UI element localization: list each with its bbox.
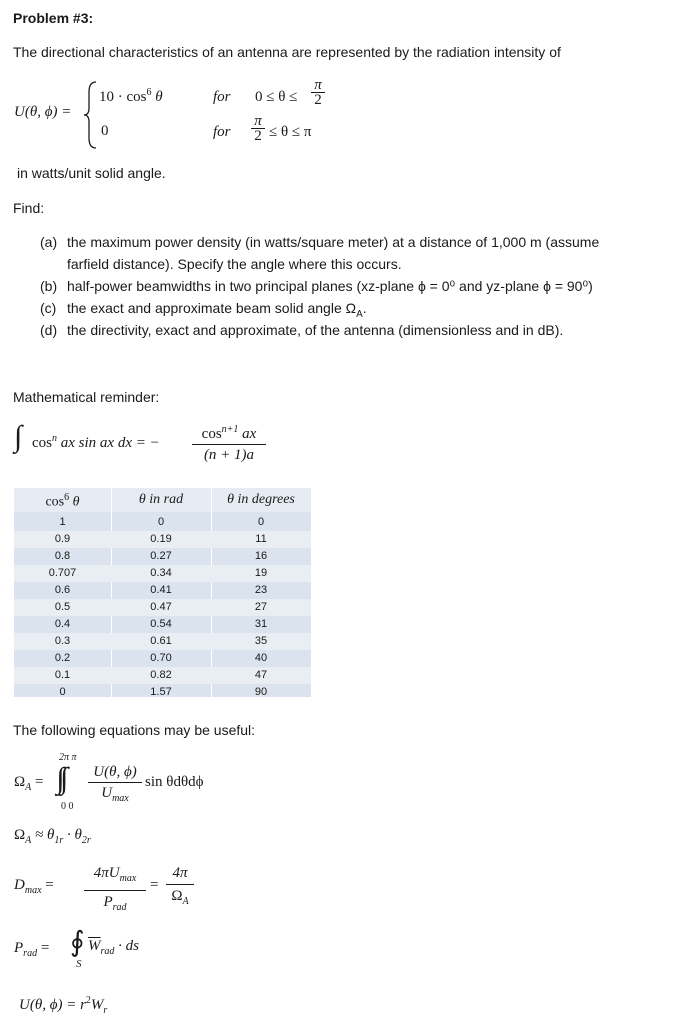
reminder-fraction (192, 420, 266, 465)
prad-w-sub: rad (100, 946, 115, 957)
integral-upper-limits: 2π π (59, 752, 77, 763)
header-theta: θ (72, 494, 80, 510)
reminder-num-cos: cos (201, 426, 222, 442)
dmax-frac2-den (166, 885, 194, 913)
prad-rhs (88, 938, 139, 957)
table-row (14, 514, 311, 531)
reminder-frac-den: (n + 1)a (203, 447, 255, 463)
reminder-label: Mathematical reminder: (13, 389, 160, 405)
units-note: in watts/unit solid angle. (17, 165, 166, 181)
prad-w: $\overline{W}$ (88, 938, 101, 954)
table-cell: 0 (257, 516, 265, 528)
table-row (14, 582, 311, 599)
case2-frac-den: 2 (254, 128, 262, 144)
item-c-body: the exact and approximate beam solid angle Ω (67, 300, 357, 316)
dmax-den-sub: rad (112, 902, 127, 913)
dmax-sub: max (24, 885, 42, 896)
table-cell: 1 (59, 516, 66, 528)
table-row (14, 531, 311, 548)
omega-lhs (14, 774, 43, 793)
dmax-num-sub: max (119, 873, 137, 884)
last-lhs: U(θ, ϕ) = r (19, 997, 86, 1013)
dmax-lhs (14, 877, 54, 896)
dmax-frac1-den (84, 891, 146, 919)
item-b-text: half-power beamwidths in two principal planes (xz-plane ϕ = 0⁰ and yz-plane ϕ = 90⁰) (67, 278, 593, 294)
table-header-deg: θ in degrees (227, 492, 295, 507)
omega-den-u: U (101, 785, 113, 801)
case1-expr-text: 10 · cos (99, 89, 147, 105)
reminder-cos: cos (32, 435, 52, 451)
item-a-line2: farfield distance). Specify the angle where this occurs. (67, 256, 402, 272)
cos6-lookup-table (14, 488, 311, 697)
table-cell: 1.57 (150, 686, 172, 698)
approx-omega-sub: A (25, 835, 32, 846)
problem-intro: The directional characteristics of an antenna are represented by the radiation intensity of (13, 44, 561, 60)
reminder-num-exp: n+1 (221, 424, 239, 435)
contour-integral-sign: ∮ (70, 927, 85, 958)
dmax-num-text: 4πU (93, 865, 120, 881)
reminder-exp: n (52, 433, 57, 444)
table-cell: 0.54 (150, 618, 172, 630)
table-cell: 23 (254, 584, 268, 596)
last-exp: 2 (85, 995, 91, 1006)
table-cell: 0.27 (150, 550, 172, 562)
case1-for: for (213, 89, 231, 105)
table-cell: 0 (59, 686, 66, 698)
table-header-cos6 (14, 492, 111, 511)
table-row (14, 633, 311, 650)
find-label: Find: (13, 200, 45, 216)
table-cell: 0 (157, 516, 165, 528)
approx-rhs: ≈ θ (35, 827, 55, 843)
item-b-label: (b) (40, 278, 58, 294)
left-brace (82, 80, 98, 150)
case1-frac-den: 2 (314, 92, 322, 108)
item-a-line1: the maximum power density (in watts/square meter) at a distance of 1,000 m (assume (67, 234, 600, 250)
integral-lower-limits: 0 0 (61, 801, 74, 812)
prad-p: P (14, 940, 24, 956)
item-c-tail: . (362, 300, 367, 316)
table-row (14, 667, 311, 684)
prad-surface: S (76, 958, 82, 970)
table-cell: 47 (254, 669, 268, 681)
reminder-frac-num (192, 420, 266, 445)
table-cell: 31 (254, 618, 268, 630)
item-c-text (67, 300, 367, 320)
case1-expr (99, 87, 163, 106)
table-row (14, 565, 311, 582)
omega-approx (14, 827, 91, 846)
table-cell: 40 (254, 652, 268, 664)
reminder-num-tail: ax (242, 426, 257, 442)
dmax-frac2-omega: Ω (171, 888, 183, 904)
dmax-frac2-sub: A (182, 896, 189, 907)
table-cell: 35 (254, 635, 268, 647)
table-row (14, 548, 311, 565)
table-cell: 0.82 (150, 669, 172, 681)
item-c-sub: A (356, 308, 363, 320)
omega-symbol: Ω (14, 774, 26, 790)
equation-lhs: U(θ, ϕ) = (14, 104, 72, 120)
case1-fraction (311, 78, 325, 107)
prad-tail: · ds (118, 938, 139, 954)
table-cell: 90 (254, 686, 268, 698)
prad-lhs (14, 940, 49, 959)
table-row (14, 650, 311, 667)
item-d-label: (d) (40, 322, 58, 338)
dmax-fraction-2 (166, 862, 194, 913)
omega-frac-num: U(θ, ϕ) (88, 762, 142, 783)
case2-for: for (213, 124, 231, 140)
approx-r1: 1r (54, 835, 64, 846)
table-cell: 0.3 (54, 635, 71, 647)
table-cell: 0.19 (150, 533, 172, 545)
table-cell: 0.9 (54, 533, 71, 545)
table-row (14, 616, 311, 633)
case2-frac-num: π (251, 114, 265, 129)
reminder-integrand (32, 433, 160, 452)
omega-den-sub: max (112, 793, 129, 804)
case1-variable: θ (155, 89, 163, 105)
table-header-rad: θ in rad (138, 492, 184, 507)
table-cell: 0.61 (150, 635, 172, 647)
table-cell: 11 (255, 533, 267, 545)
omega-sub: A (25, 782, 32, 793)
case1-exponent: 6 (146, 87, 152, 98)
case2-expr: 0 (101, 123, 109, 139)
approx-r2: 2r (81, 835, 91, 846)
last-sub: r (103, 1005, 108, 1016)
table-cell: 0.1 (54, 669, 71, 681)
table-cell: 27 (254, 601, 268, 613)
reminder-tail: ax sin ax dx = − (60, 435, 160, 451)
dmax-d: D (14, 877, 25, 893)
table-cell: 0.4 (54, 618, 71, 630)
dmax-fraction-1 (84, 862, 146, 919)
table-cell: 0.70 (150, 652, 172, 664)
dmax-frac1-num (84, 862, 146, 891)
table-cell: 0.34 (150, 567, 172, 579)
case2-fraction (251, 114, 265, 143)
item-d-text: the directivity, exact and approximate, of the antenna (dimensionless and in dB). (67, 322, 564, 338)
omega-fraction (88, 762, 142, 809)
omega-frac-den (88, 783, 142, 809)
approx-omega: Ω (14, 827, 26, 843)
case1-condition (255, 89, 297, 106)
table-cell: 0.5 (54, 601, 71, 613)
header-exp: 6 (64, 492, 70, 503)
table-cell: 19 (254, 567, 268, 579)
u-wr-relation (19, 995, 107, 1016)
table-cell: 0.6 (54, 584, 71, 596)
table-cell: 0.8 (54, 550, 71, 562)
case2-condition: ≤ θ ≤ π (269, 124, 312, 140)
table-cell: 16 (254, 550, 268, 562)
dmax-equals-2: = (150, 877, 159, 893)
useful-label: The following equations may be useful: (13, 722, 256, 738)
prad-sub: rad (23, 948, 38, 959)
prad-equals: = (40, 940, 50, 956)
case1-frac-num: π (311, 78, 325, 93)
table-row (14, 599, 311, 616)
table-row (14, 684, 311, 701)
omega-tail: sin θdθdϕ (145, 774, 204, 790)
item-a-label: (a) (40, 234, 58, 250)
approx-dot: · θ (63, 827, 82, 843)
omega-equals: = (35, 774, 44, 790)
integral-sign: ∫ (14, 420, 23, 453)
header-cos: cos (45, 494, 65, 510)
dmax-den-text: P (103, 894, 113, 910)
dmax-frac2-num: 4π (166, 862, 194, 885)
last-w: W (90, 997, 104, 1013)
table-cell: 0.2 (54, 652, 71, 664)
dmax-equals: = (45, 877, 54, 893)
table-cell: 0.41 (150, 584, 172, 596)
problem-title: Problem #3: (13, 10, 94, 26)
table-cell: 0.47 (150, 601, 172, 613)
item-c-label: (c) (40, 300, 57, 316)
table-cell: 0.707 (48, 567, 77, 579)
case1-condition-text: 0 ≤ θ ≤ (255, 89, 298, 105)
